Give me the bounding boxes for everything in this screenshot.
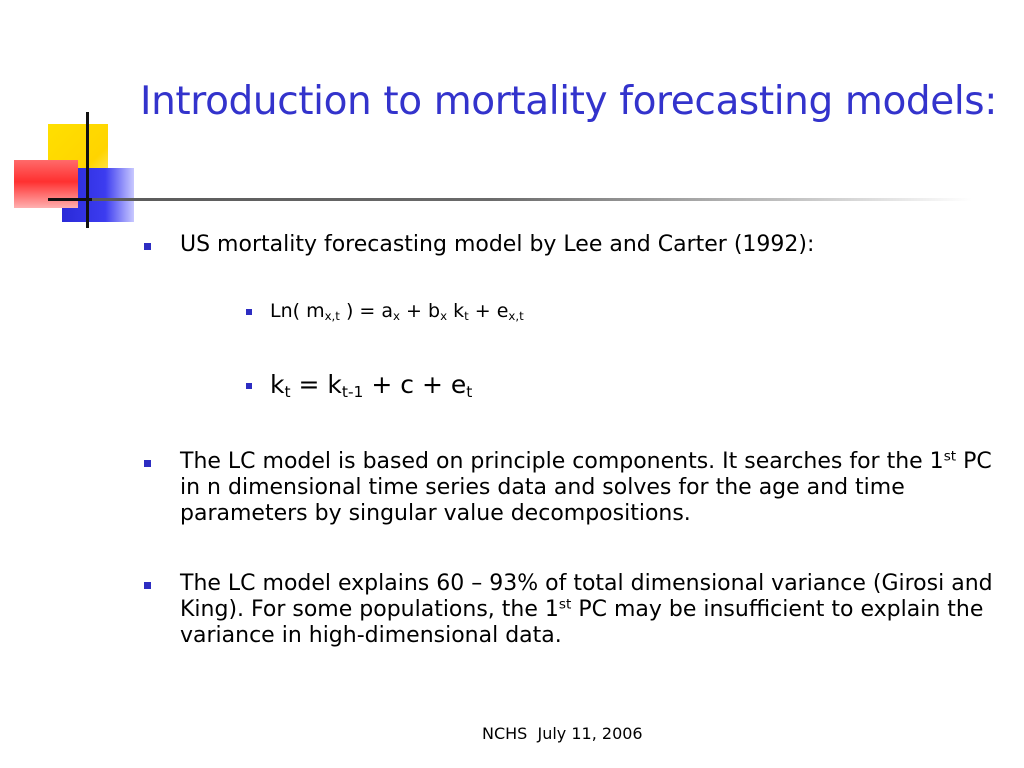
equation-text: [270, 368, 770, 402]
eq-part: ) = a: [339, 300, 394, 322]
text-part: The LC model is based on principle components. It searches for the 1: [180, 449, 944, 474]
eq-subscript: t: [284, 382, 291, 401]
eq-subscript: t: [464, 308, 469, 323]
text-part: PC may be insufficient to explain the variance in high-dimensional data.: [180, 597, 984, 648]
eq-part: k: [447, 300, 465, 322]
eq-part: + e: [468, 300, 509, 322]
slide-title: Introduction to mortality forecasting models:: [140, 79, 997, 124]
eq-part: + c + e: [363, 370, 467, 399]
eq-subscript: x,t: [508, 308, 524, 323]
eq-subscript: x: [440, 308, 448, 323]
eq-subscript: x: [393, 308, 400, 323]
eq-part: + b: [400, 300, 441, 322]
equation-text: [270, 299, 770, 323]
slide-footer: NCHS July 11, 2006: [482, 724, 643, 743]
bullet-square-icon: [246, 383, 252, 389]
bullet-text: [180, 449, 995, 527]
logo-vertical-line: [86, 112, 89, 228]
text-superscript: st: [943, 448, 957, 465]
text-part: The LC model explains 60 – 93% of total dimensional variance (Girosi and King). For some populations, the 1: [180, 571, 993, 622]
eq-subscript: x,t: [324, 308, 340, 323]
eq-part: Ln( m: [270, 300, 325, 322]
bullet-text: [180, 571, 995, 649]
bullet-text: US mortality forecasting model by Lee and Carter (1992):: [180, 232, 815, 257]
text-part: PC in n dimensional time series data and solves for the age and time parameters by singular value decompositions.: [180, 449, 992, 526]
bullet-square-icon: [246, 309, 252, 315]
text-superscript: st: [558, 596, 572, 613]
eq-part: = k: [290, 370, 342, 399]
title-divider: [92, 198, 972, 201]
bullet-square-icon: [144, 243, 151, 250]
bullet-square-icon: [144, 460, 151, 467]
bullet-square-icon: [144, 582, 151, 589]
eq-subscript: t: [466, 382, 473, 401]
eq-subscript: t-1: [341, 382, 364, 401]
eq-part: k: [270, 370, 285, 399]
